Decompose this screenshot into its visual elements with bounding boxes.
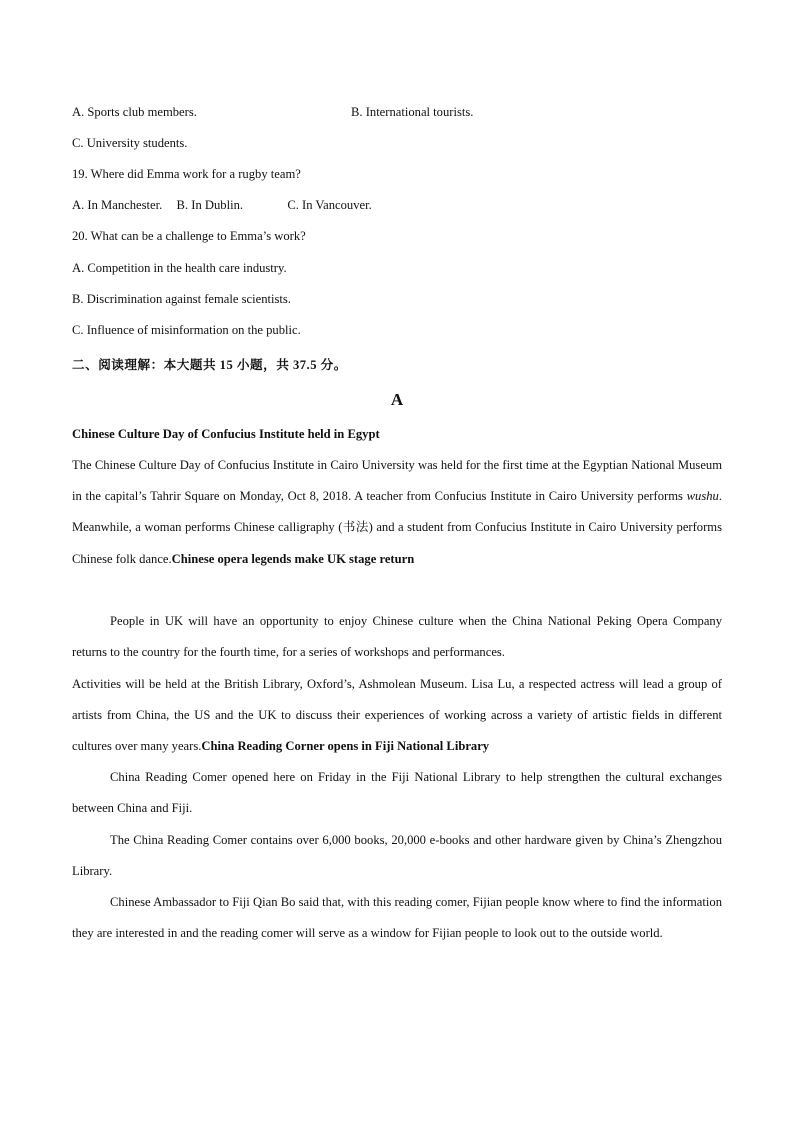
article3-para3: Chinese Ambassador to Fiji Qian Bo said that, with this reading comer, Fijian people know where to find the information they are interested in and the reading comer will serve as a window for Fijian people to look out to the outside world. bbox=[72, 895, 722, 941]
q19-option-a: A. In Manchester. bbox=[72, 198, 163, 212]
q18-option-c: C. University students. bbox=[72, 136, 188, 150]
q20-question: 20. What can be a challenge to Emma’s work? bbox=[72, 229, 306, 243]
article1-text-after: . Meanwhile, a woman performs Chinese calligraphy (书法) and a student from Confucius Institute in Cairo University performs Chinese folk dance. bbox=[72, 489, 722, 566]
q20-option-b: B. Discrimination against female scientists. bbox=[72, 292, 291, 306]
q19-question: 19. Where did Emma work for a rugby team? bbox=[72, 167, 301, 181]
article2-para2: Activities will be held at the British Library, Oxford’s, Ashmolean Museum. Lisa Lu, a respected actress will lead a group of artists from China, the US and the UK to discuss their experiences of working across a variety of artistic fields in different cultures over many years. bbox=[72, 677, 722, 754]
article2-para2-block bbox=[72, 669, 722, 763]
article1-body bbox=[72, 450, 722, 575]
q20-option-c: C. Influence of misinformation on the public. bbox=[72, 323, 301, 337]
article3-para2: The China Reading Comer contains over 6,000 books, 20,000 e-books and other hardware given by China’s Zhengzhou Library. bbox=[72, 833, 722, 879]
article2-title: Chinese opera legends make UK stage return bbox=[171, 551, 415, 566]
article3-title: China Reading Corner opens in Fiji National Library bbox=[201, 739, 490, 754]
q19-options bbox=[72, 198, 372, 213]
q18-option-b: B. International tourists. bbox=[351, 105, 474, 119]
article1-title: Chinese Culture Day of Confucius Institute held in Egypt bbox=[72, 427, 380, 441]
article3-para1: China Reading Comer opened here on Friday in the Fiji National Library to help strengthen the cultural exchanges between China and Fiji. bbox=[72, 770, 722, 816]
q20-option-a: A. Competition in the health care industry. bbox=[72, 261, 287, 275]
article1-text-before: The Chinese Culture Day of Confucius Institute in Cairo University was held for the first time at the Egyptian National Museum in the capital’s Tahrir Square on Monday, Oct 8, 2018. A teacher from Confucius Institute in Cairo University performs bbox=[72, 458, 722, 504]
q18-option-a: A. Sports club members. bbox=[72, 105, 197, 119]
section-heading: 二、阅读理解：本大题共 15 小题，共 37.5 分。 bbox=[72, 358, 347, 372]
q19-option-c: C. In Vancouver. bbox=[287, 198, 372, 212]
q19-option-b: B. In Dublin. bbox=[176, 198, 244, 212]
article2-para1: People in UK will have an opportunity to enjoy Chinese culture when the China National Peking Opera Company returns to the country for the fourth time, for a series of workshops and performances. bbox=[72, 614, 722, 660]
passage-letter: A bbox=[390, 390, 404, 409]
article1-italic-word: wushu bbox=[686, 489, 719, 504]
